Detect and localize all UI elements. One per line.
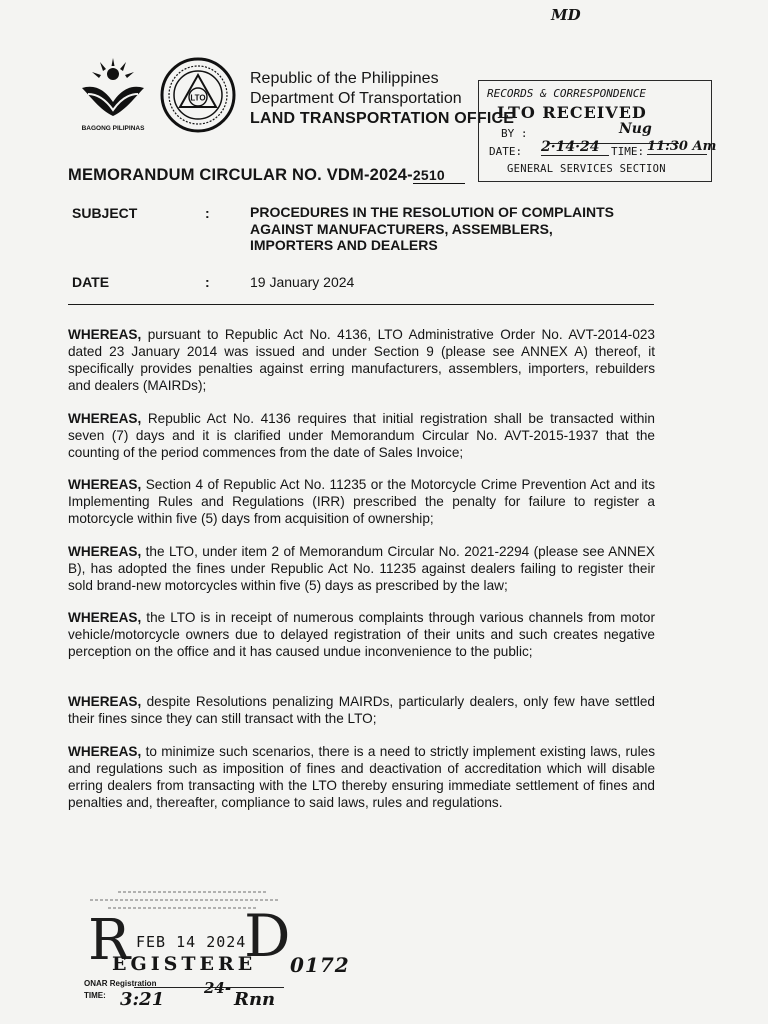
subject-text <box>250 204 670 254</box>
subject-line-2: AGAINST MANUFACTURERS, ASSEMBLERS, <box>250 220 553 237</box>
subject-line-3: IMPORTERS AND DEALERS <box>250 237 438 253</box>
memo-number-suffix: 2510 <box>413 167 465 184</box>
stamp-big-d: D <box>244 902 291 970</box>
paragraph-lead: WHEREAS, <box>68 610 142 625</box>
paragraph-lead: WHEREAS, <box>68 544 142 559</box>
stamp-time-value: 11:30 Am <box>647 139 717 154</box>
received-stamp <box>478 80 717 182</box>
stamp-onar-label: ONAR Registration <box>84 979 157 988</box>
stamp-records-line: RECORDS & CORRESPONDENCE <box>487 87 646 100</box>
logo-caption: BAGONG PILIPINAS <box>81 125 145 132</box>
subject-colon: : <box>205 205 210 221</box>
stamp-title-prefix: LTO <box>497 103 536 122</box>
paragraph-text: despite Resolutions penalizing MAIRDs, particularly dealers, only few have settled their fines since they can still transact with the LTO; <box>68 694 655 726</box>
subject-label: SUBJECT <box>72 205 138 221</box>
top-handwritten-mark: MD <box>551 6 581 24</box>
stamp-time-label: TIME: <box>611 145 645 158</box>
seal-text: LTO <box>190 93 206 103</box>
registered-stamp <box>84 885 350 1020</box>
paragraph-text: to minimize such scenarios, there is a need to strictly implement existing laws, rules and regulations such as imposition of fines and deactivation of accreditation which will disable erring dealers from transacting with the LTO thereby ensuring immediate settlement of fines and penalties and, thereafter, compliance to said laws, rules and regulations. <box>68 744 655 810</box>
header-country: Republic of the Philippines <box>250 70 439 87</box>
whereas-paragraph-3 <box>68 477 655 528</box>
date-colon: : <box>205 274 210 290</box>
paragraph-lead: WHEREAS, <box>68 477 142 492</box>
date-label: DATE <box>72 274 110 290</box>
stamp-handwritten-no: 24- <box>204 979 232 997</box>
stamp-big-r: R <box>88 908 131 973</box>
stamp-handwritten-time: 3:21 <box>120 989 165 1010</box>
whereas-paragraph-6 <box>68 694 655 728</box>
paragraph-lead: WHEREAS, <box>68 411 142 426</box>
stamp-handwritten-number: 0172 <box>290 953 350 977</box>
date-value: 19 January 2024 <box>250 274 355 290</box>
whereas-paragraph-2 <box>68 411 655 462</box>
stamp-time-label: TIME: <box>84 991 106 1000</box>
stamp-by-label: BY : <box>501 127 528 140</box>
stamp-date-label: DATE: <box>489 145 523 158</box>
header-office: LAND TRANSPORTATION OFFICE <box>250 110 515 127</box>
lto-seal-icon <box>160 57 236 133</box>
whereas-paragraph-7 <box>68 744 655 812</box>
stamp-received-title <box>497 103 647 122</box>
stamp-date-value: 2·14·24 <box>541 139 609 156</box>
memo-number <box>68 166 465 185</box>
paragraph-text: Republic Act No. 4136 requires that initial registration shall be transacted within seven (7) days and it is clarified under Memorandum Circular No. AVT-2015-1937 that the counting of the period commences from the date of Sales Invoice; <box>68 411 655 460</box>
stamp-date: FEB 14 2024 <box>136 933 247 951</box>
header-divider <box>68 304 654 305</box>
paragraph-text: pursuant to Republic Act No. 4136, LTO Administrative Order No. AVT-2014-023 dated 23 January 2014 was issued and under Section 9 (please see ANNEX A) thereof, it specifically provides penalties against erring manufacturers, assemblers, importers, rebuilders and dealers (MAIRDs); <box>68 327 655 393</box>
stamp-by-signature: Nug <box>619 121 652 137</box>
paragraph-text: Section 4 of Republic Act No. 11235 or the Motorcycle Crime Prevention Act and its Implementing Rules and Regulations (IRR) prescribed the penalty for failure to register a motorcycle within five (5) days from acquisition of ownership; <box>68 477 655 526</box>
stamp-section: GENERAL SERVICES SECTION <box>507 163 666 175</box>
bagong-pilipinas-logo <box>70 44 156 134</box>
whereas-paragraph-4 <box>68 544 655 595</box>
whereas-paragraph-5 <box>68 610 655 661</box>
paragraph-lead: WHEREAS, <box>68 744 142 759</box>
header-department: Department Of Transportation <box>250 90 462 107</box>
subject-line-1: PROCEDURES IN THE RESOLUTION OF COMPLAINTS <box>250 204 615 220</box>
stamp-handwritten-initials: Rnn <box>234 989 276 1010</box>
paragraph-text: the LTO, under item 2 of Memorandum Circular No. 2021-2294 (please see ANNEX B), has adopted the fines under Republic Act No. 11235 against dealers failing to register their sold brand-new motorcycles within five (5) days as prescribed by the law; <box>68 544 655 593</box>
paragraph-text: the LTO is in receipt of numerous complaints through various channels from motor vehicle/motorcycle owners due to delayed registration of their units and such creates negative perception on the office and it has caused undue inconvenience to the public; <box>68 610 655 659</box>
stamp-title: RECEIVED <box>542 103 647 122</box>
stamp-registered-word: EGISTERE <box>112 953 257 975</box>
paragraph-lead: WHEREAS, <box>68 327 142 342</box>
memo-number-prefix: MEMORANDUM CIRCULAR NO. VDM-2024- <box>68 166 413 184</box>
whereas-paragraph-1 <box>68 327 655 395</box>
paragraph-lead: WHEREAS, <box>68 694 142 709</box>
